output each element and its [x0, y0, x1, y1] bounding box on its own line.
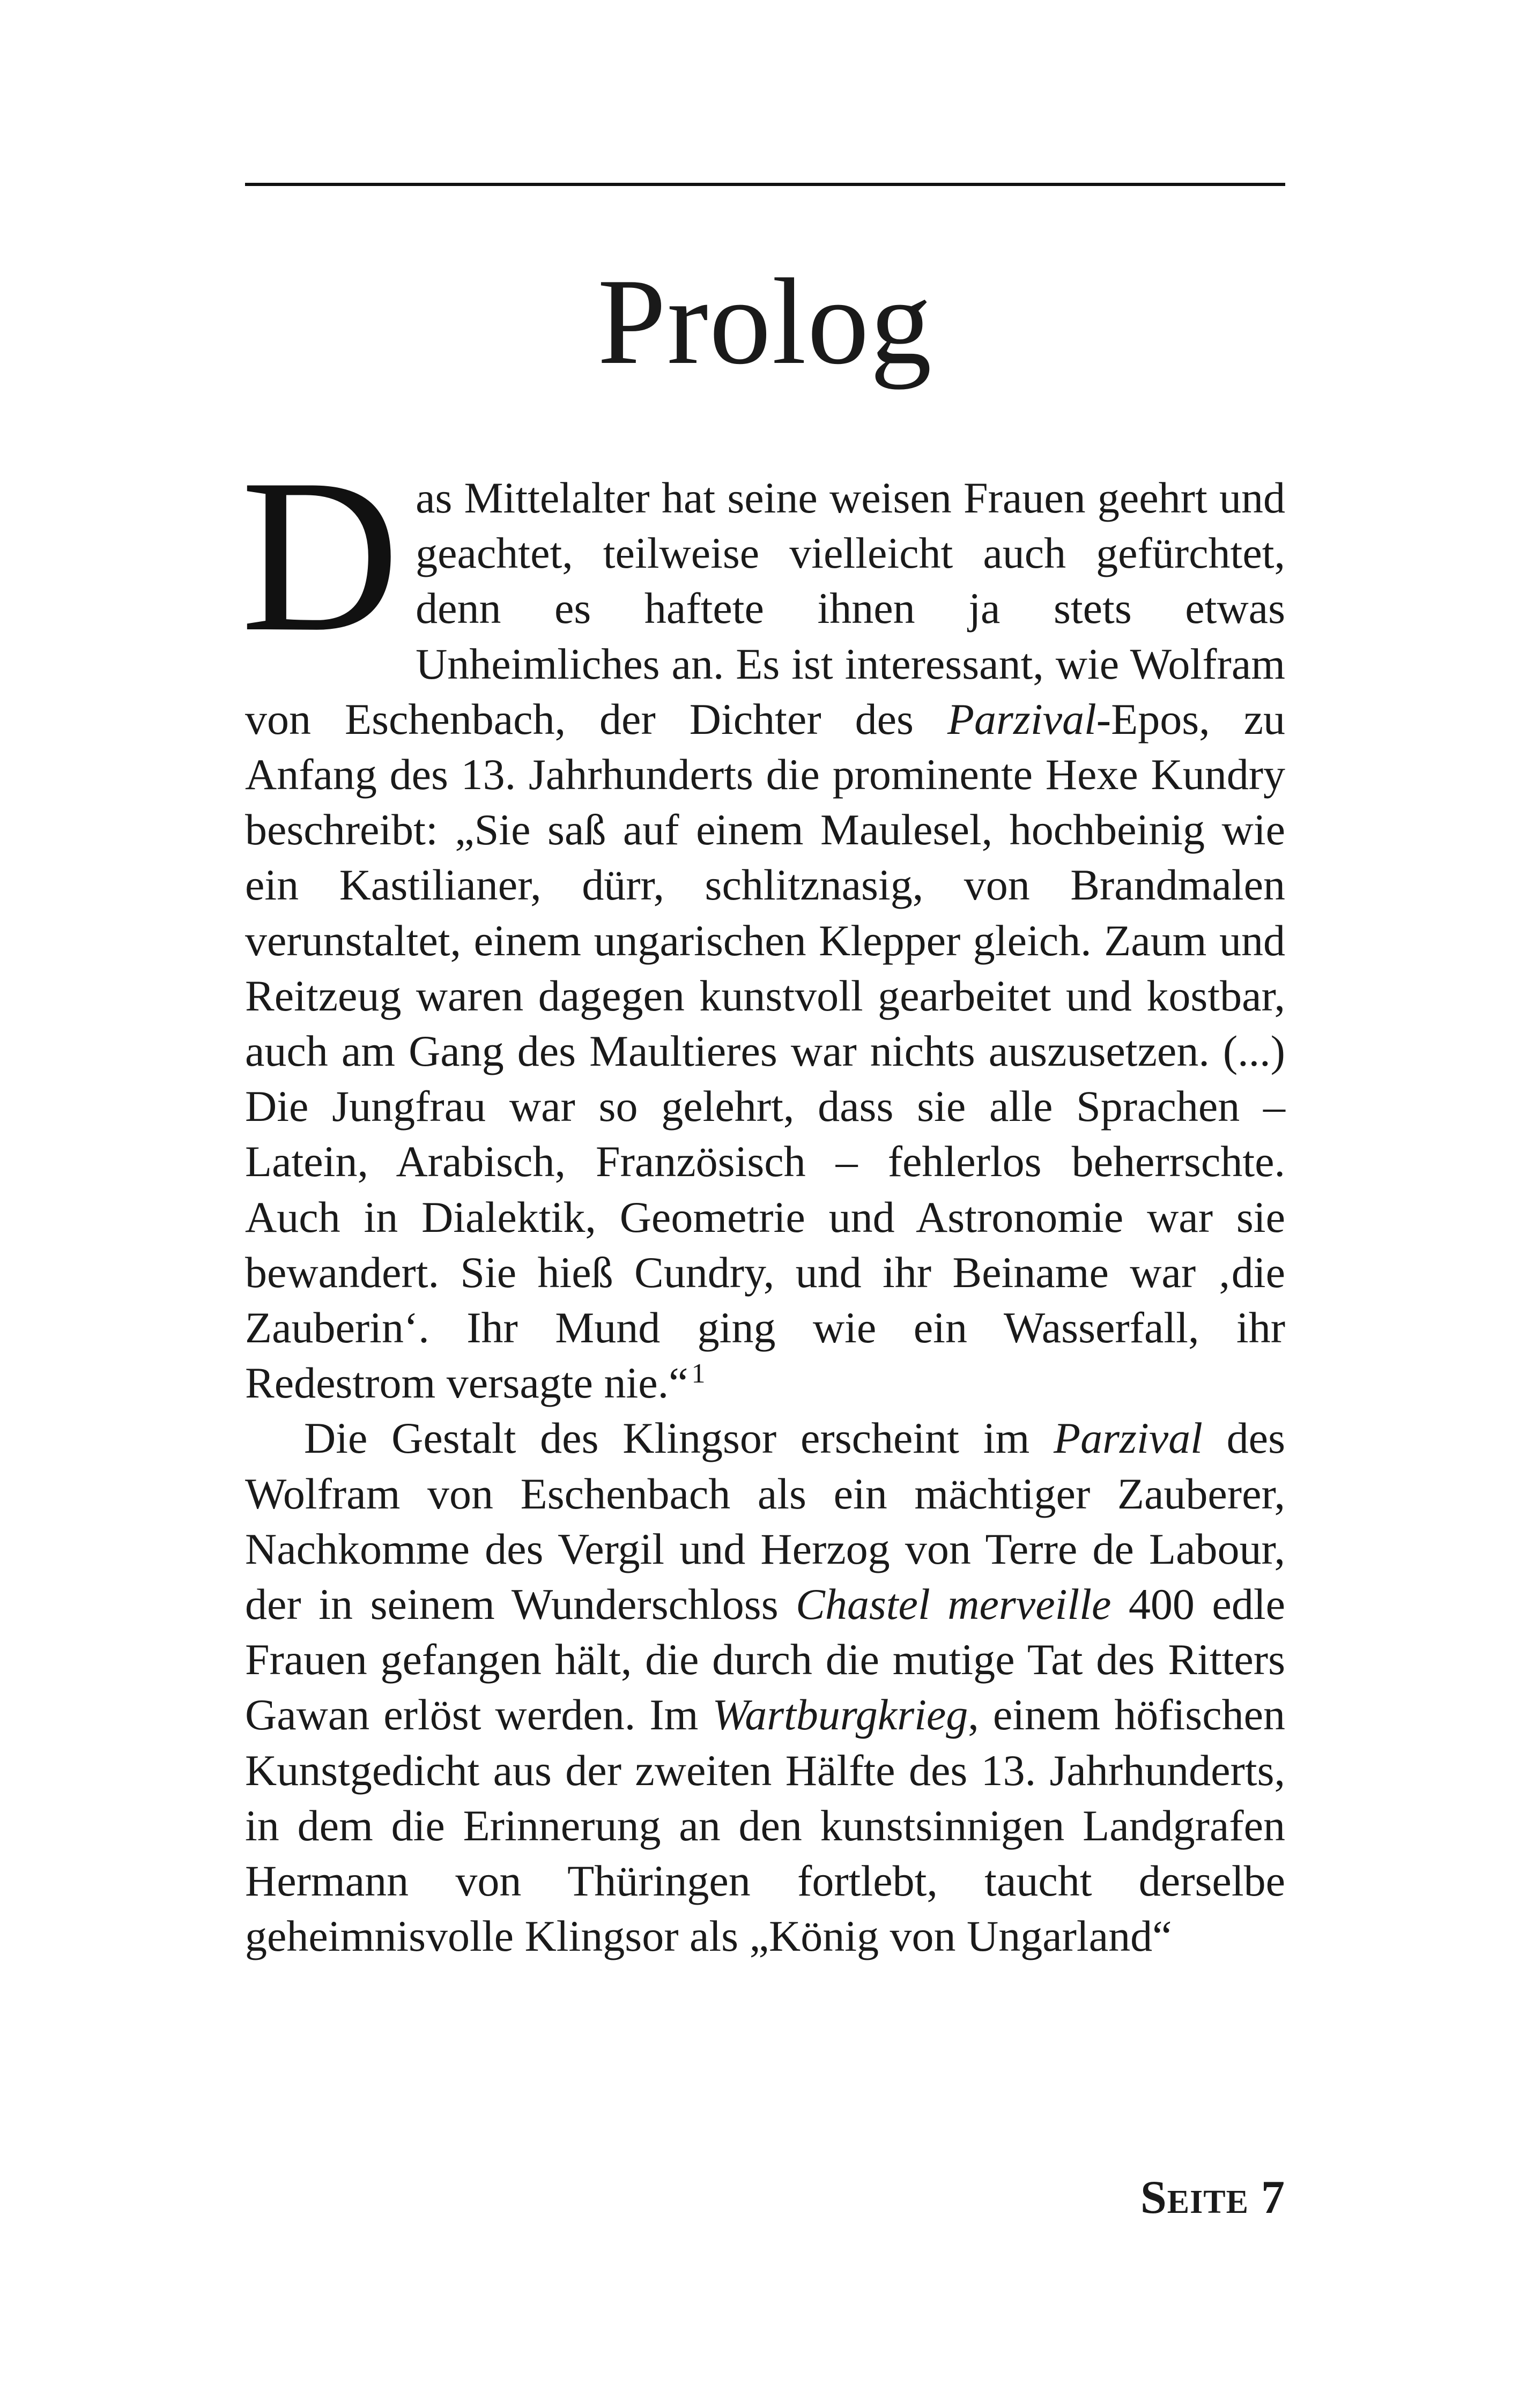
paragraph-2 [245, 1410, 1285, 1964]
paragraph-2-text-1: Die Gestalt des Klingsor erscheint im [304, 1414, 1054, 1463]
paragraph-1-text-2: -Epos, zu Anfang des 13. Jahrhunderts die prominente Hexe Kundry beschreibt: „Sie saß auf einem Maulesel, hochbeinig wie ein Kastilianer, dürr, schlitznasig, von Brandmalen verunstaltet, einem ungarischen Klepper gleich. Zaum und Reitzeug waren dagegen kunstvoll gearbeitet und kostbar, auch am Gang des Maultieres war nichts auszusetzen. (...) Die Jungfrau war so gelehrt, dass sie alle Sprachen – Latein, Arabisch, Französisch – fehlerlos beherrschte. Auch in Dialektik, Geometrie und Astronomie war sie bewandert. Sie hieß Cundry, und ihr Beiname war ‚die Zauberin‘. Ihr Mund ging wie ein Wasserfall, ihr Redestrom versagte nie.“ [245, 694, 1285, 1408]
paragraph-2-text-4: , einem höfischen Kunstgedicht aus der zweiten Hälfte des 13. Jahrhunderts, in dem die Erinnerung an den kunstsinnigen Landgrafen Hermann von Thüringen fortlebt, taucht derselbe geheimnisvolle Klingsor als „König von Ungarland“ [245, 1690, 1285, 1961]
page-number-value: 7 [1261, 2172, 1285, 2224]
page-number [1140, 2171, 1285, 2225]
page-label: Seite [1140, 2172, 1249, 2224]
paragraph-1-text: as Mittelalter hat seine weisen Frauen geehrt und geachtet, teilweise vielleicht auch gefürchtet, denn es haftete ihnen ja stets etwas Unheimliches an. Es ist interessant, wie Wolfram von Eschenbach, der Dichter des [245, 473, 1285, 744]
body-text [241, 434, 1286, 1964]
drop-cap: D [241, 434, 400, 677]
italic-parzival: Parzival [947, 694, 1096, 744]
footnote-ref: 1 [691, 1358, 706, 1389]
italic-chastel-merveille: Chastel merveille [796, 1580, 1112, 1629]
paragraph-2-text-3: 400 edle Frauen gefangen hält, die durch die mutige Tat des Ritters Gawan erlöst werden. Im [245, 1580, 1286, 1740]
chapter-title: Prolog [597, 253, 933, 390]
italic-wartburgkrieg: Wartburgkrieg [712, 1690, 968, 1740]
italic-parzival-2: Parzival [1054, 1414, 1203, 1463]
paragraph-2-text-2: des Wolfram von Eschenbach als ein mächtiger Zauberer, Nachkomme des Vergil und Herzog von Terre de Labour, der in seinem Wunderschloss [245, 1414, 1285, 1629]
header-rule [245, 183, 1285, 186]
paragraph-1 [241, 434, 1285, 1410]
